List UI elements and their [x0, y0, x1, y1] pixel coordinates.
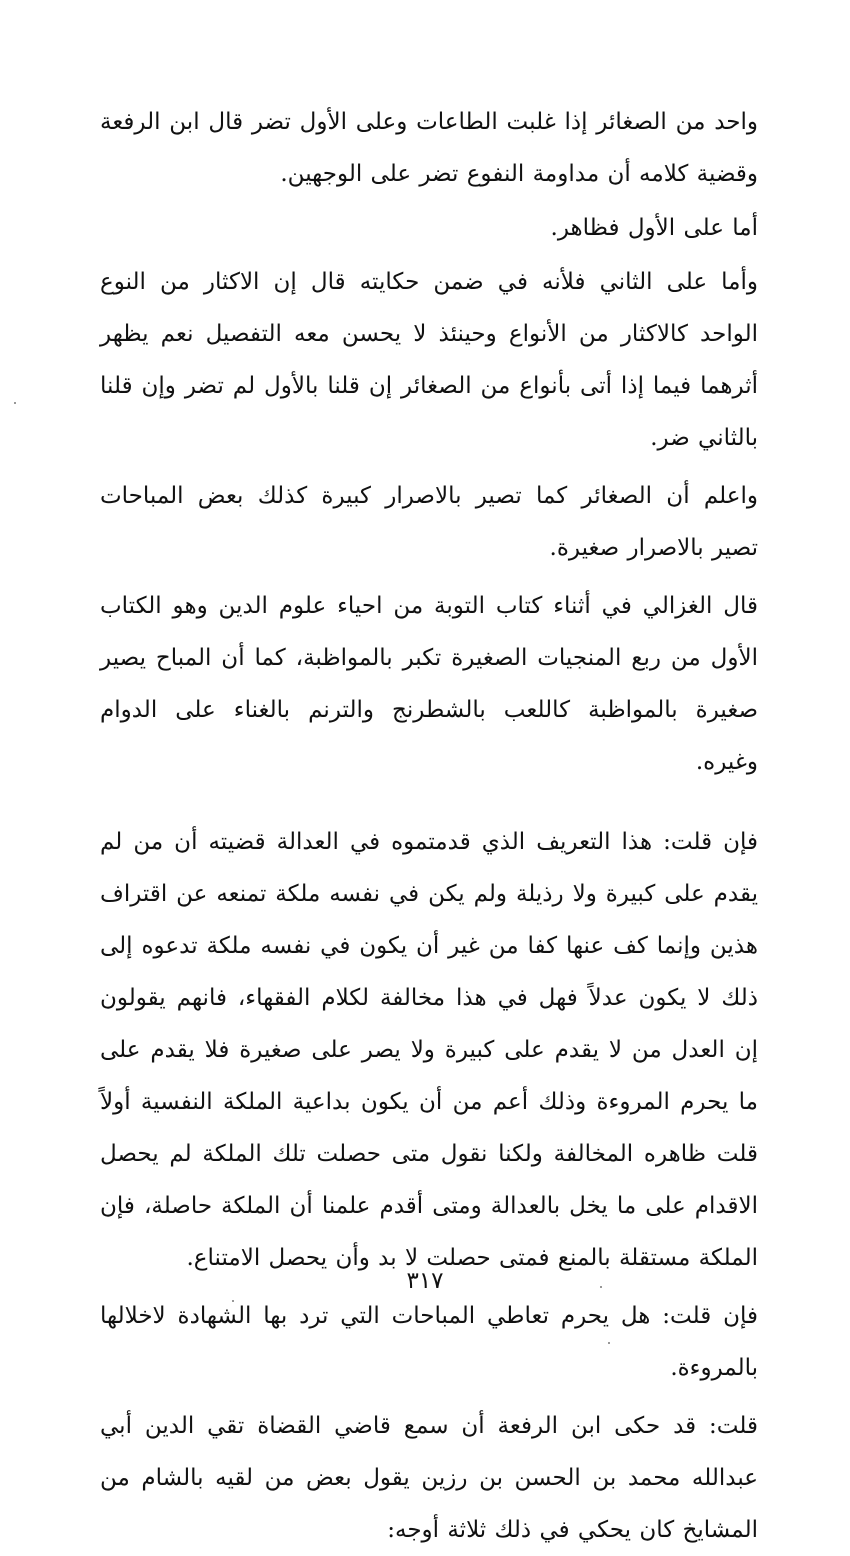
scan-speck — [608, 1342, 610, 1344]
page-number: ٣١٧ — [406, 1268, 444, 1294]
paragraph-1: واحد من الصغائر إذا غلبت الطاعات وعلى الأول تضر قال ابن الرفعة وقضية كلامه أن مداومة النفوع تضر على الوجهين. — [100, 109, 758, 187]
paragraph-6: فإن قلت: هذا التعريف الذي قدمتموه في العدالة قضيته أن من لم يقدم على كبيرة ولا رذيلة ولم يكن في نفسه ملكة تمنعه عن اقتراف هذين وإنما كف عنها كفا من غير أن يكون في نفسه ملكة تدعوه إلى ذلك لا يكون عدلاً فهل في هذا مخالفة لكلام الفقهاء، فانهم يقولون إن العدل من لا يقدم على كبيرة ولا يصر على صغيرة فلا يقدم على ما يحرم المروءة وذلك أعم من أن يكون بداعية الملكة النفسية أولاً قلت ظاهره المخالفة ولكنا نقول متى حصلت تلك الملكة لم يحصل الاقدام على ما يخل بالعدالة ومتى أقدم علمنا أن الملكة حاصلة، فإن الملكة مستقلة بالمنع فمتى حصلت لا بد وأن يحصل الامتناع. — [100, 829, 758, 1271]
paragraph-4: واعلم أن الصغائر كما تصير بالاصرار كبيرة كذلك بعض المباحات تصير بالاصرار صغيرة. — [100, 483, 758, 561]
scan-speck — [14, 402, 16, 404]
paragraph-2: أما على الأول فظاهر. — [550, 215, 758, 241]
paragraph-3: وأما على الثاني فلأنه في ضمن حكايته قال إن الاكثار من النوع الواحد كالاكثار من الأنواع وحينئذ لا يحسن معه التفصيل نعم يظهر أثرهما فيما إذا أتى بأنواع من الصغائر إن قلنا بالأول لم تضر وإن قلنا بالثاني ضر. — [100, 269, 758, 451]
page-text — [100, 96, 758, 1556]
paragraph-7: فإن قلت: هل يحرم تعاطي المباحات التي ترد بها الشهادة لاخلالها بالمروءة. — [100, 1303, 758, 1381]
paragraph-8: قلت: قد حكى ابن الرفعة أن سمع قاضي القضاة تقي الدين أبي عبدالله محمد بن الحسن بن رزين يقول بعض من لقيه بالشام من المشايخ كان يحكي في ذلك ثلاثة أوجه: — [100, 1413, 758, 1543]
scan-speck — [232, 1300, 234, 1302]
paragraph-5: قال الغزالي في أثناء كتاب التوبة من احياء علوم الدين وهو الكتاب الأول من ربع المنجيات الصغيرة تكبر بالمواظبة، كما أن المباح يصير صغيرة بالمواظبة كاللعب بالشطرنج والترنم بالغناء على الدوام وغيره. — [100, 593, 758, 775]
scan-speck — [600, 1286, 602, 1288]
